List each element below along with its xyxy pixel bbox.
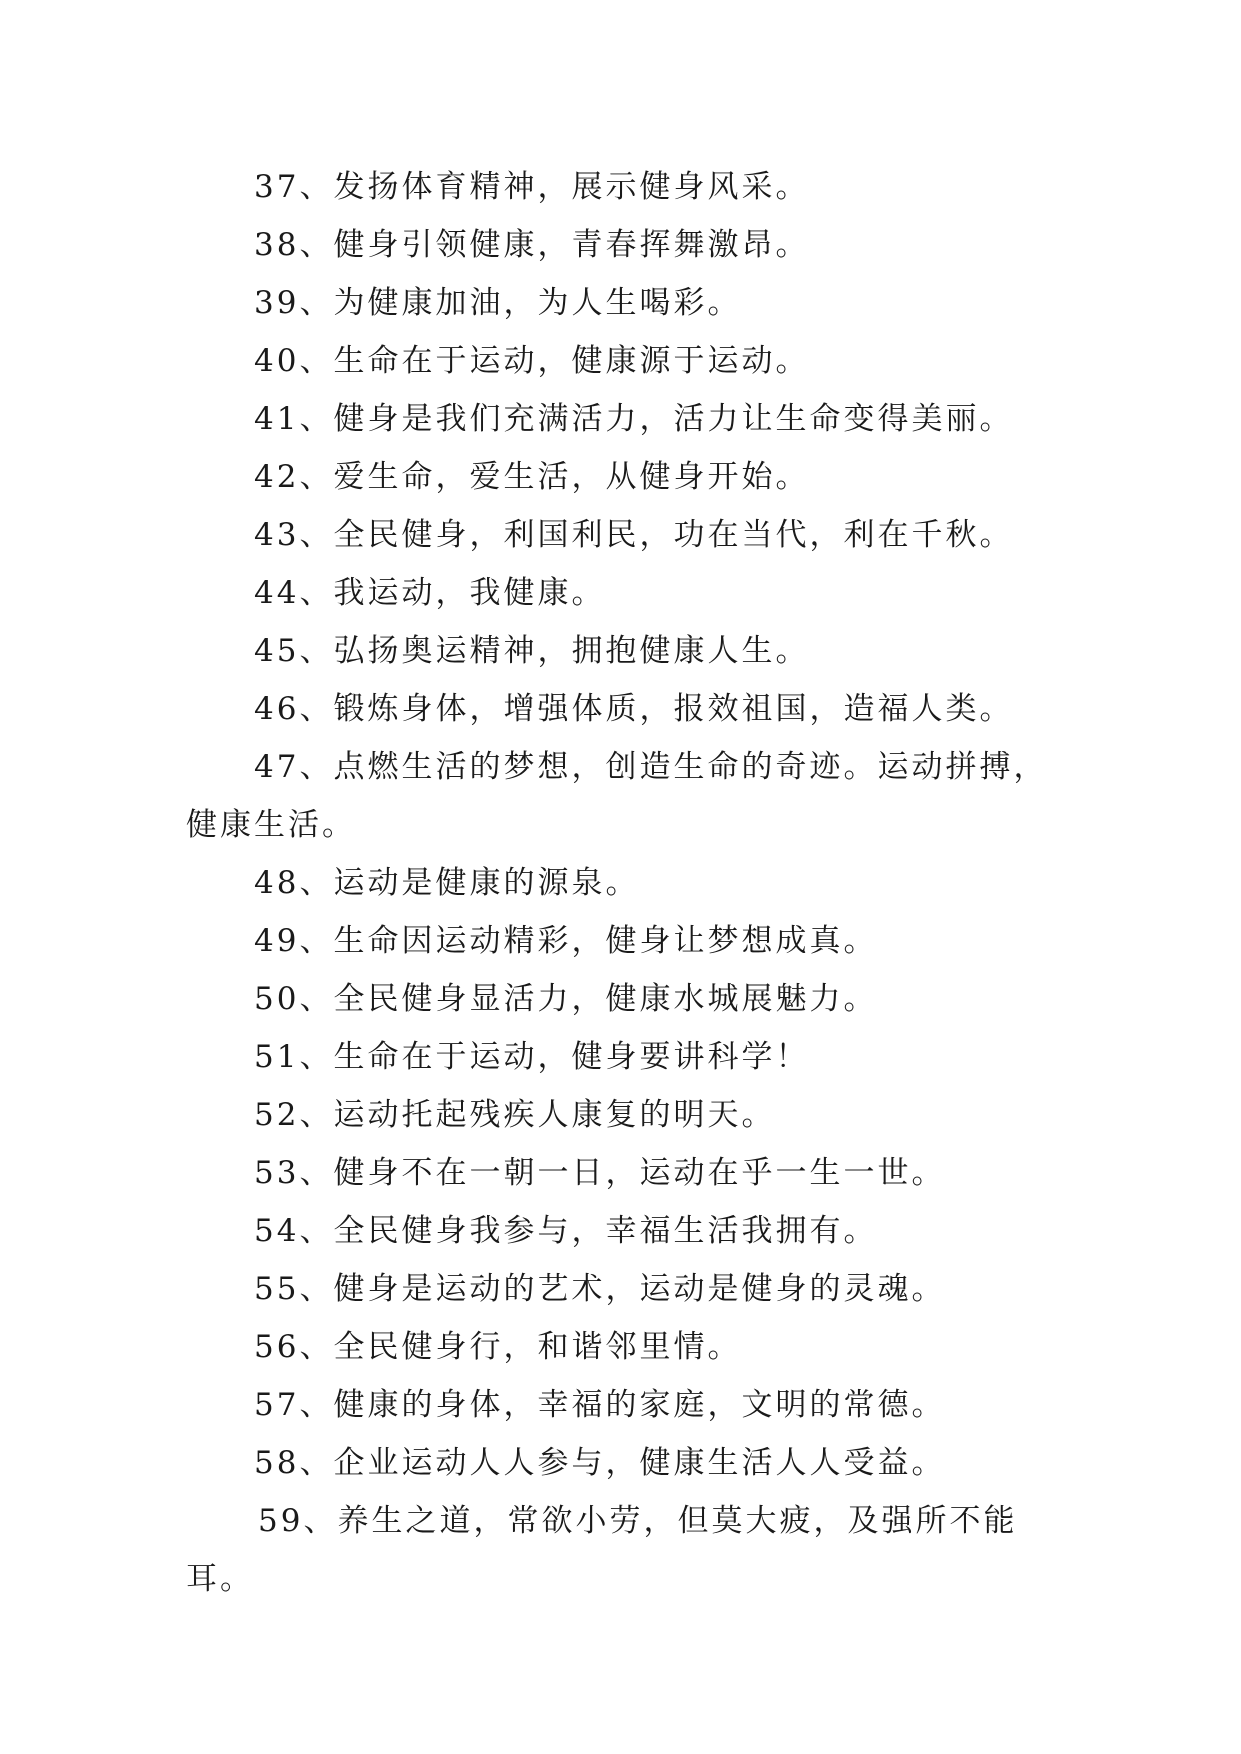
list-item: 44、我运动，我健康。 <box>254 575 606 611</box>
list-item: 42、爱生命，爱生活，从健身开始。 <box>254 459 810 495</box>
list-item: 55、健身是运动的艺术，运动是健身的灵魂。 <box>254 1271 946 1307</box>
list-item: 47、点燃生活的梦想，创造生命的奇迹。运动拼搏，健康生活。 <box>186 749 1048 843</box>
list-item: 45、弘扬奥运精神，拥抱健康人生。 <box>254 633 810 669</box>
list-item: 59、养生之道，常欲小劳，但莫大疲，及强所不能耳。 <box>186 1503 1018 1597</box>
list-item: 38、健身引领健康，青春挥舞激昂。 <box>254 227 810 263</box>
list-item: 43、全民健身，利国利民，功在当代，利在千秋。 <box>254 517 1014 553</box>
list-item: 51、生命在于运动，健身要讲科学！ <box>254 1039 810 1075</box>
list-item: 39、为健康加油，为人生喝彩。 <box>254 285 742 321</box>
list-item: 40、生命在于运动，健康源于运动。 <box>254 343 810 379</box>
list-item: 56、全民健身行，和谐邻里情。 <box>254 1329 742 1365</box>
list-item: 52、运动托起残疾人康复的明天。 <box>254 1097 776 1133</box>
list-item: 37、发扬体育精神，展示健身风采。 <box>254 169 810 205</box>
list-item: 49、生命因运动精彩，健身让梦想成真。 <box>254 923 878 959</box>
list-item: 46、锻炼身体，增强体质，报效祖国，造福人类。 <box>254 691 1014 727</box>
list-item: 50、全民健身显活力，健康水城展魅力。 <box>254 981 878 1017</box>
slogan-list <box>186 158 1066 1608</box>
list-item: 58、企业运动人人参与，健康生活人人受益。 <box>254 1445 946 1481</box>
list-item: 57、健康的身体，幸福的家庭，文明的常德。 <box>254 1387 946 1423</box>
list-item: 48、运动是健康的源泉。 <box>254 865 640 901</box>
list-item: 54、全民健身我参与，幸福生活我拥有。 <box>254 1213 878 1249</box>
list-item: 41、健身是我们充满活力，活力让生命变得美丽。 <box>254 401 1014 437</box>
list-item: 53、健身不在一朝一日，运动在乎一生一世。 <box>254 1155 946 1191</box>
